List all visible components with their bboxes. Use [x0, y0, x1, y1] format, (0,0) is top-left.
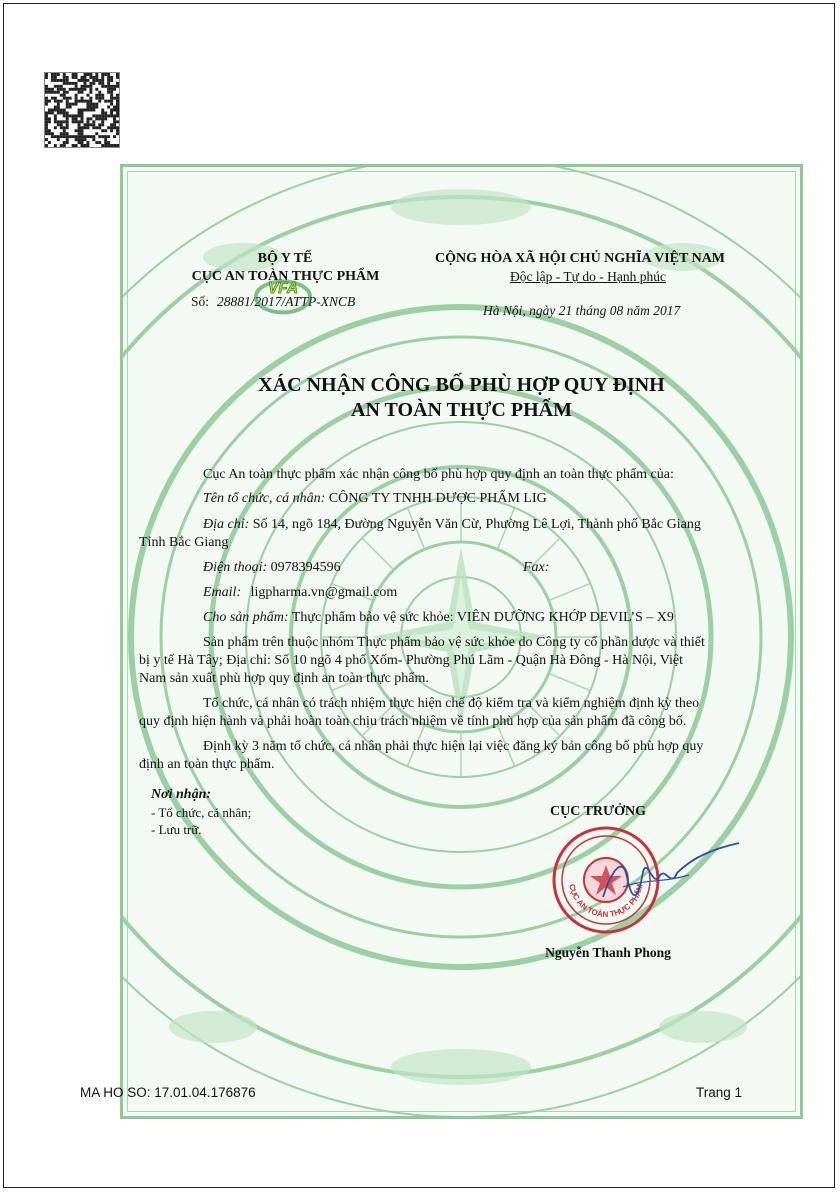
- seal-text: CỤC AN TOÀN THỰC PHẨM: [567, 883, 645, 920]
- organization-label: Tên tổ chức, cá nhân:: [203, 491, 326, 506]
- product-name: Thực phẩm bảo vệ sức khỏe: VIÊN DƯỠNG KHỚP DEVIL’S – X9: [291, 610, 674, 625]
- renewal-line-1: Định kỳ 3 năm tổ chức, cá nhân phải thực hiện lại việc đăng ký bản công bố phù hợp quy: [203, 739, 704, 754]
- national-motto: Độc lập - Tự do - Hạnh phúc: [510, 269, 666, 284]
- recipient-item: - Lưu trữ.: [151, 822, 202, 837]
- phone-label: Điện thoại:: [203, 560, 268, 575]
- responsibility-line-1: Tổ chức, cá nhân có trách nhiệm thực hiện chế độ kiểm tra và kiểm nghiệm định kỳ theo: [203, 696, 700, 711]
- issue-date: Hà Nội, ngày 21 tháng 08 năm 2017: [483, 303, 681, 318]
- address-label: Địa chỉ:: [203, 517, 250, 532]
- qr-code: [44, 72, 120, 148]
- manufacturer-line-3: Nam sản xuất phù hợp quy định an toàn thực phẩm.: [139, 671, 429, 686]
- department-name: CỤC AN TOÀN THỰC PHẨM: [191, 269, 380, 284]
- recipient-item: - Tổ chức, cá nhân;: [151, 805, 252, 820]
- email-address: ligpharma.vn@gmail.com: [250, 585, 398, 600]
- organization-row: [203, 489, 547, 508]
- document-number: 28881/2017/ATTP-XNCB: [217, 294, 356, 309]
- phone-number: 0978394596: [270, 560, 341, 575]
- document-number-label: Số:: [191, 294, 210, 309]
- product-row: [203, 608, 674, 627]
- address-row: [203, 515, 701, 534]
- ministry-name: BỘ Y TẾ: [257, 251, 313, 266]
- responsibility-line-2: quy định hiện hành và phải hoàn toàn chịu trách nhiệm về tính phù hợp của sản phẩm đã công bố.: [139, 714, 687, 729]
- file-number: MA HO SO: 17.01.04.176876: [80, 1085, 256, 1100]
- handwritten-signature: [593, 837, 743, 917]
- fax-label: Fax:: [523, 560, 550, 575]
- email-label: Email:: [203, 585, 242, 600]
- email-row: [203, 583, 397, 602]
- address-line-2: Tỉnh Bắc Giang: [139, 535, 229, 550]
- address-line-1: Số 14, ngõ 184, Đường Nguyễn Văn Cừ, Phường Lê Lợi, Thành phố Bắc Giang: [252, 517, 701, 532]
- product-label: Cho sản phẩm:: [203, 610, 289, 625]
- document-title: XÁC NHẬN CÔNG BỐ PHÙ HỢP QUY ĐỊNH: [258, 374, 665, 396]
- country-name: CỘNG HÒA XÃ HỘI CHỦ NGHĨA VIỆT NAM: [435, 251, 726, 266]
- certificate: [120, 164, 803, 1119]
- manufacturer-line-2: bị y tế Hà Tây; Địa chỉ: Số 10 ngõ 4 phố Xốm- Phường Phú Lãm - Quận Hà Đông - Hà Nội, Việt: [139, 653, 684, 668]
- page-number: Trang 1: [696, 1085, 743, 1100]
- signer-name: Nguyễn Thanh Phong: [545, 945, 671, 960]
- organization-name: CÔNG TY TNHH DƯỢC PHẨM LIG: [328, 491, 547, 506]
- phone-row: [203, 558, 341, 577]
- intro-text: Cục An toàn thực phẩm xác nhận công bố phù hợp quy định an toàn thực phẩm của:: [203, 467, 674, 482]
- vfa-logo-text: VFA: [267, 280, 299, 298]
- recipients-heading: Nơi nhận:: [151, 787, 212, 802]
- signer-position: CỤC TRƯỞNG: [549, 804, 647, 819]
- renewal-line-2: định an toàn thực phẩm.: [139, 757, 275, 772]
- vfa-logo: [253, 273, 313, 317]
- document-subtitle: AN TOÀN THỰC PHẨM: [351, 399, 572, 421]
- manufacturer-line-1: Sản phẩm trên thuộc nhóm Thực phẩm bảo vệ sức khỏe do Công ty cổ phần dược và thiết: [203, 635, 705, 650]
